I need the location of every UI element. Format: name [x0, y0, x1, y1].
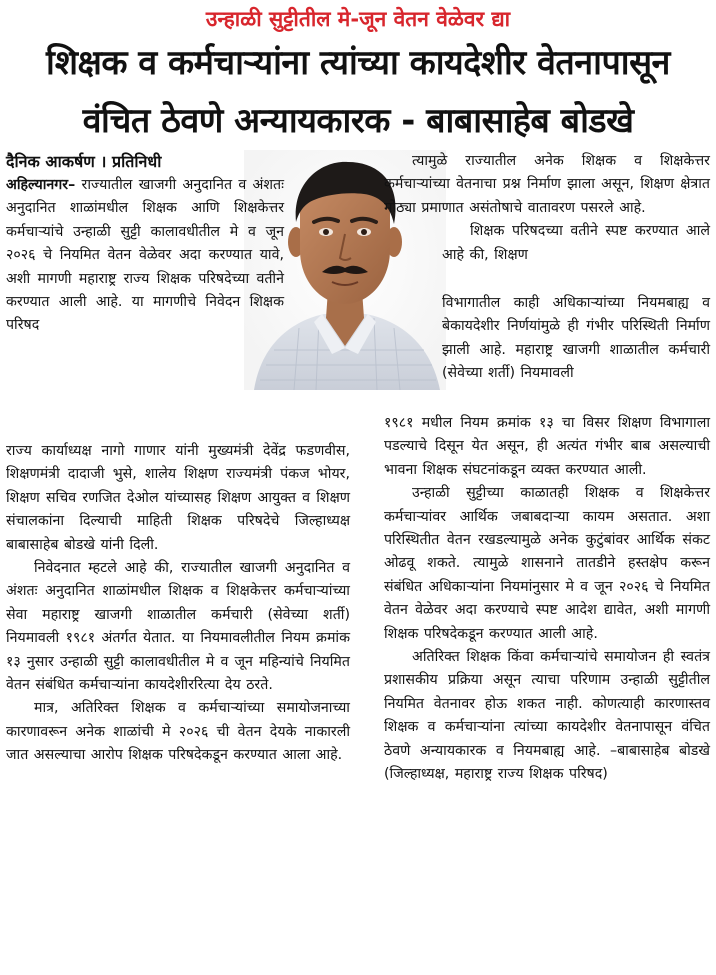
paragraph-6: उन्हाळी सुट्टीच्या काळातही शिक्षक व शिक्षकेत्तर कर्मचाऱ्यांवर आर्थिक जबाबदाऱ्या कायम असतात. अशा परिस्थितीत वेतन रखडल्यामुळे अनेक कुटुंबांवर आर्थिक संकट ओढवू शकते. त्यामुळे शासनाने तातडीने हस्तक्षेप करून संबंधित अधिकाऱ्यांना नियमांनुसार मे व जून २०२६ चे नियमित वेतन वेळेवर अदा करण्याचे स्पष्ट आदेश द्यावेत, अशी मागणी शिक्षक परिषदेकडून करण्यात आली आहे. — [384, 485, 710, 642]
column-right-top — [384, 150, 710, 267]
headline-line-2: वंचित ठेवणे अन्यायकारक - बाबासाहेब बोडखे — [82, 101, 634, 141]
paragraph-7: अतिरिक्त शिक्षक किंवा कर्मचाऱ्यांचे समायोजन ही स्वतंत्र प्रशासकीय प्रक्रिया असून त्याचा परिणाम उन्हाळी सुट्टीतील नियमित वेतनावर होऊ शकत नाही. कोणत्याही कारणास्तव शिक्षक व कर्मचाऱ्यांना त्यांच्या कायदेशीर वेतनापासून वंचित ठेवणे अन्यायकारक व नियमबाह्य आहे. –बाबासाहेब बोडखे (जिल्हाध्यक्ष, महाराष्ट्र राज्य शिक्षक परिषद) — [384, 649, 710, 783]
paragraph-5-part-1: शिक्षक परिषदच्या वतीने स्पष्ट करण्यात आले आहे की, शिक्षण — [442, 223, 710, 263]
paragraph-1-part-2: राज्य कार्याध्यक्ष नागो गाणार यांनी मुख्यमंत्री देवेंद्र फडणवीस, शिक्षणमंत्री दादाजी भुसे, शालेय शिक्षण राज्यमंत्री पंकज भोयर, शिक्षण सचिव रणजित देओल यांच्यासह शिक्षण आयुक्त व शिक्षण संचालकांना दिल्याची माहिती शिक्षक परिषदेचे जिल्हाध्यक्ष बाबासाहेब बोडखे यांनी दिली. — [6, 443, 350, 553]
column-right-bottom — [384, 412, 710, 787]
paragraph-2: निवेदनात म्हटले आहे की, राज्यातील खाजगी अनुदानित व अंशतः अनुदानित शाळांमधील शिक्षक व शिक्षकेत्तर कर्मचाऱ्यांच्या सेवा महाराष्ट्र खाजगी शाळातील कर्मचारी (सेवेच्या शर्ती) नियमावली १९८१ अंतर्गत येतात. या नियमावलीतील नियम क्रमांक १३ नुसार उन्हाळी सुट्टी कालावधीतील मे व जून महिन्यांचे नियमित वेतन संबंधित कर्मचाऱ्यांना कायदेशीररित्या देय ठरते. — [6, 560, 350, 694]
headline-line-1: शिक्षक व कर्मचाऱ्यांना त्यांच्या कायदेशीर वेतनापासून — [46, 43, 670, 83]
paragraph-1-part-1: राज्यातील खाजगी अनुदानित व अंशतः अनुदानित शाळांमधील शिक्षक आणि शिक्षकेत्तर कर्मचाऱ्यांचे उन्हाळी सुट्टी कालावधीतील मे व जून २०२६ चे नियमित वेतन वेळेवर अदा करण्यात यावे, अशी मागणी महाराष्ट्र राज्य शिक्षक परिषदेच्या वतीने करण्यात आली आहे. या मागणीचे निवेदन शिक्षक परिषद — [6, 177, 284, 334]
article-kicker: उन्हाळी सुट्टीतील मे-जून वेतन वेळेवर द्या — [205, 7, 511, 31]
dateline: अहिल्यानगर– — [6, 177, 76, 193]
paragraph-5-part-2: विभागातील काही अधिकाऱ्यांच्या नियमबाह्य व बेकायदेशीर निर्णयांमुळे ही गंभीर परिस्थिती निर्माण झाली आहे. महाराष्ट्र खाजगी शाळातील कर्मचारी (सेवेच्या शर्ती) नियमावली — [442, 295, 710, 382]
column-left-top — [6, 174, 284, 338]
paragraph-5-part-3: १९८१ मधील नियम क्रमांक १३ चा विसर शिक्षण विभागाला पडल्याचे दिसून येत असून, ही अत्यंत गंभीर बाब असल्याची भावना शिक्षक संघटनांकडून व्यक्त करण्यात आली. — [384, 415, 710, 478]
column-left-bottom — [6, 440, 350, 768]
paragraph-3: मात्र, अतिरिक्त शिक्षक व कर्मचाऱ्यांच्या समायोजनाच्या कारणावरून अनेक शाळांची मे २०२६ ची वेतन देयके नाकारली जात असल्याचा आरोप शिक्षक परिषदेकडून करण्यात आला आहे. — [6, 700, 350, 764]
paragraph-4: त्यामुळे राज्यातील अनेक शिक्षक व शिक्षकेत्तर कर्मचाऱ्यांच्या वेतनाचा प्रश्न निर्माण झाला असून, शिक्षण क्षेत्रात मोठ्या प्रमाणात असंतोषाचे वातावरण पसरले आहे. — [384, 153, 710, 216]
byline: दैनिक आकर्षण । प्रतिनिधी — [6, 152, 162, 171]
column-right-narrow — [442, 292, 710, 386]
